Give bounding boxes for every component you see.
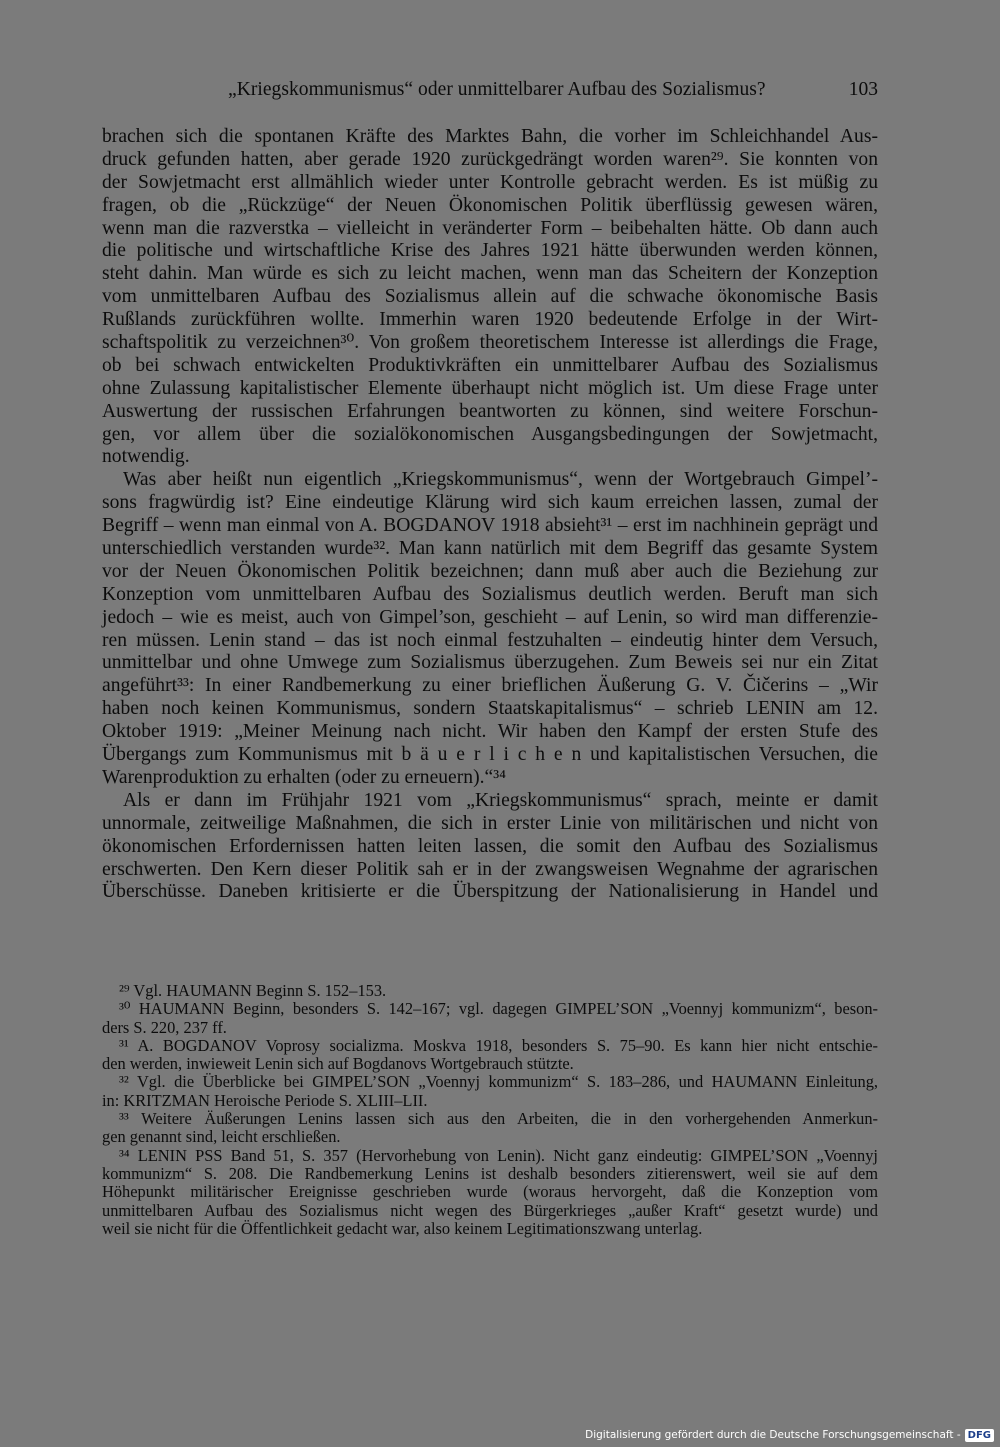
body-line: Warenproduktion zu erhalten (oder zu erneuern).“³⁴ <box>102 766 506 788</box>
body-line: druck gefunden hatten, aber gerade 1920 zurückgedrängt worden waren²⁹. Sie konnten von <box>102 148 878 170</box>
footnote-line: den werden, inwieweit Lenin sich auf Bogdanovs Wortgebrauch stützte. <box>102 1054 574 1074</box>
footnote-line: ²⁹ Vgl. HAUMANN Beginn S. 152–153. <box>119 981 387 1000</box>
body-line: fragen, ob die „Rückzüge“ der Neuen Ökonomischen Politik überflüssig gewesen wären, <box>102 194 878 216</box>
body-line: unterschiedlich verstanden wurde³². Man kann natürlich mit dem Begriff das gesamte System <box>102 538 878 560</box>
footnote-line: ³³ Weitere Äußerungen Lenins lassen sich aus den Arbeiten, die in den vorhergehenden Anmerkun- <box>119 1109 878 1129</box>
body-line: ohne Zulassung kapitalistischer Elemente überhaupt nicht möglich ist. Um diese Frage unter <box>102 377 878 399</box>
body-line: haben noch keinen Kommunismus, sondern Staatskapitalismus“ – schrieb LENIN am 12. <box>102 698 878 720</box>
footnotes <box>102 982 878 1238</box>
body-line: Als er dann im Frühjahr 1921 vom „Kriegskommunismus“ sprach, meinte er damit <box>123 789 878 811</box>
body-line: die politische und wirtschaftliche Krise des Jahres 1921 hätte überwunden werden können, <box>102 240 878 262</box>
body-line: unmittelbar und ohne Umwege zum Sozialismus überzugehen. Zum Beweis sei nur ein Zitat <box>102 652 878 674</box>
body-line: brachen sich die spontanen Kräfte des Marktes Bahn, die vorher im Schleichhandel Aus- <box>102 126 878 147</box>
body-line: Begriff – wenn man einmal von A. BOGDANOV 1918 absieht³¹ – erst im nachhinein geprägt und <box>102 515 878 537</box>
body-line: unnormale, zeitweilige Maßnahmen, die sich in erster Linie von militärischen und nicht von <box>102 812 878 834</box>
footnote-line: ³⁰ HAUMANN Beginn, besonders S. 142–167; vgl. dagegen GIMPEL’SON „Voennyj kommunizm“, beson- <box>119 999 878 1019</box>
body-line: wenn man die razverstka – vielleicht in veränderter Form – beibehalten hätte. Ob dann auch <box>102 217 878 239</box>
footnote-line: ³² Vgl. die Überblicke bei GIMPEL’SON „Voennyj kommunizm“ S. 183–286, und HAUMANN Einleitung, <box>119 1072 878 1092</box>
dfg-logo: DFG <box>965 1429 994 1442</box>
body-line: notwendig. <box>102 446 190 468</box>
footnote-line: unmittelbaren Aufbau des Sozialismus nicht wegen des Bürgerkrieges „außer Kraft“ gesetzt wurde) und <box>102 1200 878 1220</box>
body-line: ob bei schwach entwickelten Produktivkräften ein unmittelbarer Aufbau des Sozialismus <box>102 354 878 376</box>
body-line: Konzeption vom unmittelbaren Aufbau des Sozialismus deutlich werden. Beruft man sich <box>102 583 878 605</box>
body-line: ren müssen. Lenin stand – das ist noch einmal festzuhalten – eindeutig hinter dem Versuch, <box>102 629 878 651</box>
body-line: steht dahin. Man würde es sich zu leicht machen, wenn man das Scheitern der Konzeption <box>102 263 878 285</box>
footnote-line: gen genannt sind, leicht erschließen. <box>102 1127 341 1147</box>
body-line: Übergangs zum Kommunismus mit b ä u e r l i c h e n und kapitalistischen Versuchen, die <box>102 744 878 766</box>
body-line: gen, vor allem über die sozialökonomischen Ausgangsbedingungen der Sowjetmacht, <box>102 423 878 445</box>
footnote-line: ders S. 220, 237 ff. <box>102 1017 227 1037</box>
footnote-line: ³⁴ LENIN PSS Band 51, S. 357 (Hervorhebung von Lenin). Nicht ganz eindeutig: GIMPEL’SON „Voennyj <box>119 1145 878 1165</box>
footnote-line: weil sie nicht für die Öffentlichkeit gedacht war, also keinem Legitimationszwang unterlag. <box>102 1218 703 1238</box>
footnote-line: kommunizm“ S. 208. Die Randbemerkung Lenins ist deshalb besonders zitierenswert, weil sie auf dem <box>102 1163 878 1183</box>
body-line: vor der Neuen Ökonomischen Politik bezeichnen; dann muß aber auch die Beziehung zur <box>102 560 878 582</box>
body-line: schaftspolitik zu verzeichnen³⁰. Von großem theoretischem Interesse ist allerdings die Frage, <box>102 332 878 354</box>
body-line: Was aber heißt nun eigentlich „Kriegskommunismus“, wenn der Wortgebrauch Gimpel’- <box>123 469 878 491</box>
body-line: jedoch – wie es meist, auch von Gimpel’son, geschieht – auf Lenin, so wird man differenzie- <box>102 606 878 628</box>
body-line: ökonomischen Erfordernissen hatten leiten lassen, die somit den Aufbau des Sozialismus <box>102 835 878 857</box>
running-header: „Kriegskommunismus“ oder unmittelbarer Aufbau des Sozialismus? <box>228 79 766 100</box>
body-line: Auswertung der russischen Erfahrungen beantworten zu können, sind weitere Forschun- <box>102 400 878 422</box>
body-line: Überschüsse. Daneben kritisierte er die Überspitzung der Nationalisierung in Handel und <box>102 881 878 903</box>
credit-text: Digitalisierung gefördert durch die Deutsche Forschungsgemeinschaft - <box>585 1429 961 1441</box>
body-line: vom unmittelbaren Aufbau des Sozialismus allein auf die schwache ökonomische Basis <box>102 286 878 308</box>
body-line: sons fragwürdig ist? Eine eindeutige Klärung wird sich kaum erreichen lassen, zumal der <box>102 492 878 514</box>
footnote-line: ³¹ A. BOGDANOV Voprosy socializma. Moskva 1918, besonders S. 75–90. Es kann hier nicht entschie- <box>119 1035 878 1055</box>
body-line: Rußlands zurückführen wollte. Immerhin waren 1920 bedeutende Erfolge in der Wirt- <box>102 309 878 331</box>
digitization-credit <box>585 1427 994 1443</box>
footnote-line: Höhepunkt militärischer Ereignisse geschrieben wurde (woraus hervorgeht, daß die Konzeption vom <box>102 1182 878 1202</box>
body-line: angeführt³³: In einer Randbemerkung zu einer brieflichen Äußerung G. V. Čičerins – „Wir <box>102 675 878 697</box>
body-line: Oktober 1919: „Meiner Meinung nach nicht. Wir haben den Kampf der ersten Stufe des <box>102 721 878 743</box>
body-line: erschwerten. Den Kern dieser Politik sah er in der zwangsweisen Wegnahme der agrarischen <box>102 858 878 880</box>
page-number: 103 <box>848 79 878 100</box>
body-text <box>102 126 878 904</box>
footnote-line: in: KRITZMAN Heroische Periode S. XLIII–LII. <box>102 1090 428 1110</box>
body-line: der Sowjetmacht erst allmählich wieder unter Kontrolle gebracht werden. Es ist müßig zu <box>102 171 878 193</box>
